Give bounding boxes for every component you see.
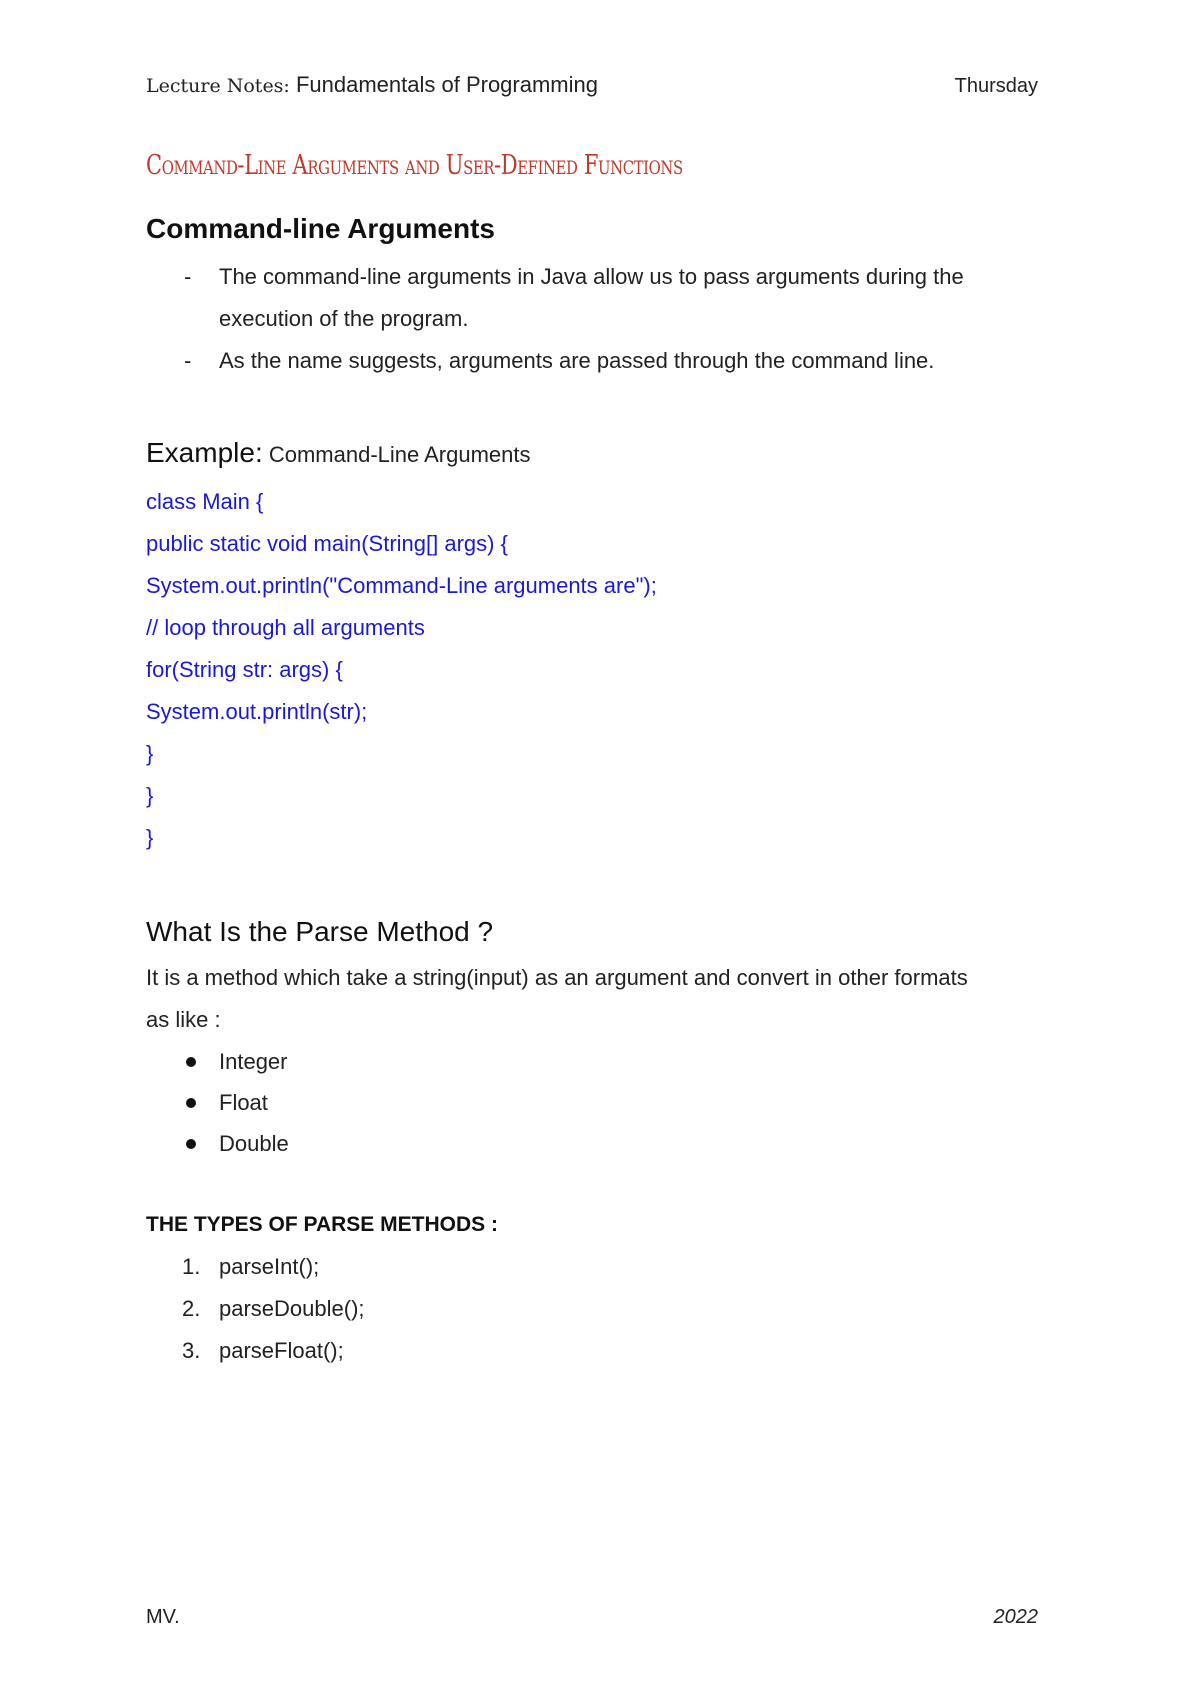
footer-author: MV. xyxy=(146,1606,180,1628)
code-line: for(String str: args) { xyxy=(146,657,343,682)
page-header xyxy=(146,72,1038,98)
section-heading-parse-method: What Is the Parse Method ? xyxy=(146,916,494,947)
code-line: System.out.println(str); xyxy=(146,699,368,724)
list-item xyxy=(146,1041,1066,1082)
header-course xyxy=(146,72,598,98)
list-item-text: parseInt(); xyxy=(219,1254,320,1279)
bullet-dot-icon xyxy=(186,1098,196,1108)
list-item xyxy=(146,1330,1066,1372)
list-item xyxy=(146,1082,1066,1123)
list-item-text: As the name suggests, arguments are passed through the command line. xyxy=(219,348,935,373)
code-line: System.out.println("Command-Line arguments are"); xyxy=(146,573,657,598)
parse-description-line2: as like : xyxy=(146,1007,221,1032)
list-item-text: parseDouble(); xyxy=(219,1296,365,1321)
code-line: } xyxy=(146,783,154,808)
code-line: // loop through all arguments xyxy=(146,615,425,640)
header-prefix: Lecture Notes: xyxy=(146,75,290,97)
header-day: Thursday xyxy=(954,75,1038,97)
dash-marker: - xyxy=(184,264,192,289)
bullet-dot-icon xyxy=(186,1139,196,1149)
list-item-text: Integer xyxy=(219,1049,288,1074)
list-item xyxy=(146,1288,1066,1330)
example-heading xyxy=(146,432,1066,479)
code-block xyxy=(146,481,1066,859)
footer-year: 2022 xyxy=(993,1606,1038,1628)
list-number: 2. xyxy=(182,1296,201,1321)
header-course-name: Fundamentals of Programming xyxy=(289,72,598,97)
document-body xyxy=(146,208,1066,1372)
section-heading-parse-types: THE TYPES OF PARSE METHODS : xyxy=(146,1213,498,1236)
list-item-text: Double xyxy=(219,1131,289,1156)
parse-description xyxy=(146,957,1066,1041)
list-item xyxy=(146,298,1066,340)
parse-description-line1: It is a method which take a string(input) as an argument and convert in other formats xyxy=(146,965,968,990)
list-item-text: Float xyxy=(219,1090,268,1115)
list-item-text: execution of the program. xyxy=(219,306,469,331)
parse-types-list xyxy=(146,1246,1066,1372)
section-heading-command-line: Command-line Arguments xyxy=(146,213,495,244)
list-number: 1. xyxy=(182,1254,201,1279)
command-line-list xyxy=(146,256,1066,382)
document-title: Command-Line Arguments and User-Defined Functions xyxy=(146,150,683,181)
list-item xyxy=(146,1123,1066,1164)
list-item xyxy=(146,340,1066,382)
dash-marker: - xyxy=(184,348,192,373)
list-number: 3. xyxy=(182,1338,201,1363)
code-line: } xyxy=(146,825,154,850)
list-item xyxy=(146,1246,1066,1288)
list-item-text: parseFloat(); xyxy=(219,1338,344,1363)
code-line: public static void main(String[] args) { xyxy=(146,531,508,556)
page-footer xyxy=(146,1606,1038,1629)
bullet-dot-icon xyxy=(186,1057,196,1067)
code-line: class Main { xyxy=(146,489,264,514)
example-label: Example: xyxy=(146,437,263,468)
list-item xyxy=(146,256,1066,298)
list-item-text: The command-line arguments in Java allow us to pass arguments during the xyxy=(219,264,964,289)
format-bullet-list xyxy=(146,1041,1066,1164)
code-line: } xyxy=(146,741,154,766)
example-subtitle: Command-Line Arguments xyxy=(262,442,531,467)
